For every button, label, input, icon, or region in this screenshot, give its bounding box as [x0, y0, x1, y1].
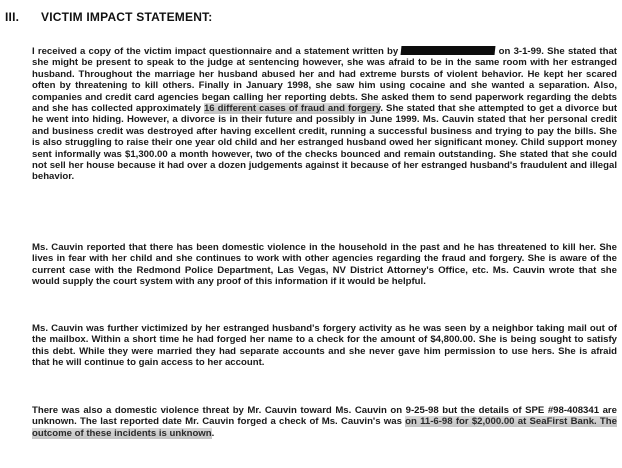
p1-highlighted-text: 16 different cases of fraud and forgery: [203, 103, 381, 115]
paragraph-victim-statement: [32, 46, 617, 183]
redaction-bar: [401, 46, 496, 55]
p1-text-a: on 3-1-99. She stated that she might be present to speak to the judge at sentencing however, she was afraid to be in the same room with her estranged husband. Throughout the marriage her husband abused her and had extreme bursts of violent behavior. He kept her scared often by threatening to kill others. Finally in January 1998, she saw him using cocaine and she wanted a separation. Also, companies and credit card agencies began calling her reporting debts. She asked them to send paperwork regarding the debts and she has collected approximately: [32, 46, 617, 115]
p4-text-b: .: [211, 427, 215, 439]
section-title: VICTIM IMPACT STATEMENT:: [41, 10, 213, 24]
section-heading: [5, 10, 212, 24]
p1-text-before-redaction: I received a copy of the victim impact questionnaire and a statement written by: [32, 46, 399, 57]
section-number: III.: [5, 10, 20, 24]
paragraph-forgery: Ms. Cauvin was further victimized by her estranged husband's forgery activity as he was seen by a neighbor taking mail out of the mailbox. Within a short time he had forged her name to a check for the amount of $4,800.00. She is being sought to satisfy this debt. While they were married they had separate accounts and she never gave him permission to use hers. She is afraid that he will continue to gain access to her account.: [32, 323, 617, 369]
paragraph-threat: [32, 405, 617, 439]
p1-text-b: . She stated that she attempted to get a divorce but he went into hiding. However, a divorce is in their future and possibly in June 1999. Ms. Cauvin stated that her personal credit and business credit was destroyed after having excellent credit, running a successful business and trying to pay the bills. She is also struggling to raise their one year old child and her estranged husband owed her significant money. Child support money sent informally was $1,300.00 a month however, two of the checks bounced and remain outstanding. She stated that she could not sell her house because it had over a dozen judgements against it because of her estranged husband's fraudulent and illegal behavior.: [32, 103, 618, 183]
paragraph-domestic-violence: Ms. Cauvin reported that there has been domestic violence in the household in the past and he has threatened to kill her. She lives in fear with her child and she continues to work with other agencies regarding the fraud and forgery. She is aware of the current case with the Redmond Police Department, Las Vegas, NV District Attorney's Office, etc. Ms. Cauvin wrote that she would supply the court system with any proof of this information if it would be helpful.: [32, 242, 617, 288]
p4-text-a: There was also a domestic violence threat by Mr. Cauvin toward Ms. Cauvin on 9-25-98 but the details of SPE #98-408341 are unknown. The last reported date Mr. Cauvin forged a check of Ms. Cauvin's was: [32, 405, 617, 428]
p4-highlighted-text: on 11-6-98 for $2,000.00 at SeaFirst Bank. The outcome of these incidents is unknown: [32, 416, 617, 439]
